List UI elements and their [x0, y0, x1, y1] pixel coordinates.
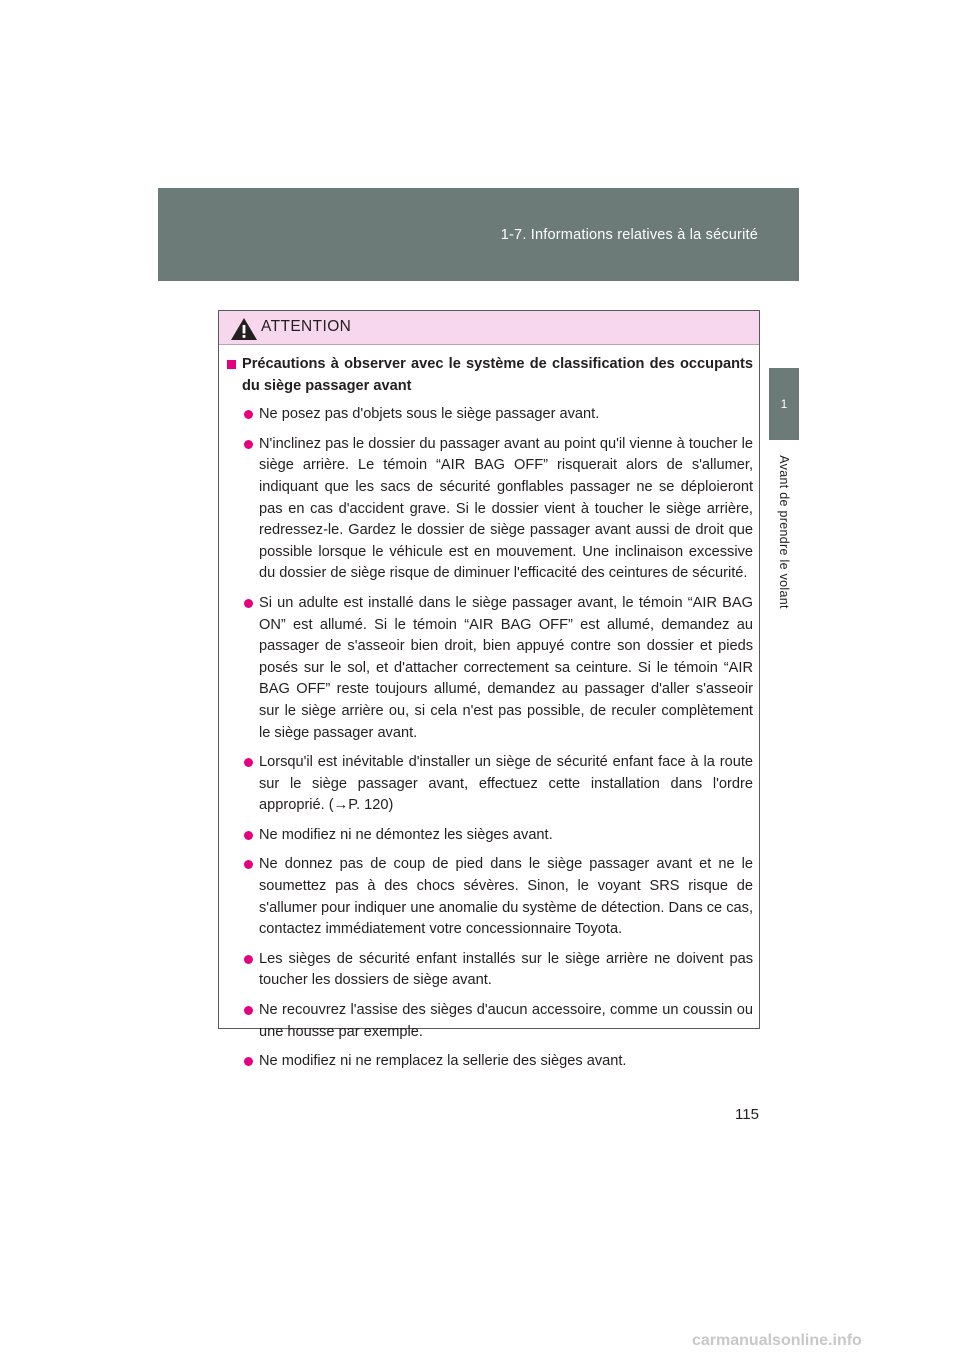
list-item-text: Ne modifiez ni ne démontez les sièges avant. [259, 826, 553, 843]
bullet-icon [244, 955, 253, 964]
list-item [244, 1000, 753, 1043]
list-item-text: Lorsqu'il est inévitable d'installer un siège de sécurité enfant face à la route sur le siège passager avant, effectuez cette installation dans l'ordre approprié. (→P. 120) [259, 754, 753, 814]
square-bullet-icon [227, 360, 236, 369]
bullet-icon [244, 860, 253, 869]
section-title: 1-7. Informations relatives à la sécurité [500, 227, 758, 243]
list-item [244, 949, 753, 992]
list-item [244, 593, 753, 744]
bullet-icon [244, 1057, 253, 1066]
warning-label: ATTENTION [261, 318, 352, 335]
bullet-icon [244, 1006, 253, 1015]
section-heading [226, 354, 753, 397]
list-item-text: Ne posez pas d'objets sous le siège passager avant. [259, 406, 600, 423]
bullet-icon [244, 440, 253, 449]
list-item-text: Les sièges de sécurité enfant installés sur le siège arrière ne doivent pas toucher les dossiers de siège avant. [259, 950, 753, 989]
chapter-number: 1 [780, 397, 788, 411]
list-item [244, 434, 753, 585]
warning-body [219, 345, 759, 1073]
page-number: 115 [735, 1106, 759, 1123]
bullet-icon [244, 599, 253, 608]
chapter-title: Avant de prendre le volant [777, 455, 791, 609]
list-item-text: Ne donnez pas de coup de pied dans le siège passager avant et ne le soumettez pas à des chocs sévères. Sinon, le voyant SRS risque de s'allumer pour indiquer une anomalie du système de détection. Dans ce cas, contactez immédiatement votre concessionnaire Toyota. [259, 856, 753, 938]
list-item-text: Ne modifiez ni ne remplacez la sellerie des sièges avant. [259, 1053, 627, 1070]
list-item-text: Si un adulte est installé dans le siège passager avant, le témoin “AIR BAG ON” est allumé. Si le témoin “AIR BAG OFF” est allumé, demandez au passager de s'asseoir bien droit, bien appuyé contre son dossier et pieds posés sur le sol, et d'attacher correctement sa ceinture. Si le témoin “AIR BAG OFF” reste toujours allumé, demandez au passager d'aller s'asseoir sur le siège arrière ou, si cela n'est pas possible, de reculer complètement le siège passager avant. [259, 594, 753, 741]
list-item-text: Ne recouvrez l'assise des sièges d'aucun accessoire, comme un coussin ou une housse par exemple. [259, 1002, 753, 1040]
section-heading-text: Précautions à observer avec le système de classification des occupants du siège passager avant [242, 356, 753, 394]
warning-triangle-icon [230, 317, 258, 341]
footer-watermark[interactable]: carmanualsonline.info [692, 1332, 862, 1349]
list-item [244, 404, 753, 426]
chapter-header-band [158, 188, 799, 281]
warning-header [219, 311, 759, 345]
list-item-text: N'inclinez pas le dossier du passager avant au point qu'il vienne à toucher le siège arrière. Le témoin “AIR BAG OFF” risquerait alors de s'allumer, indiquant que les sacs de sécurité gonflables passager ne se déploieront pas en cas d'accident grave. Si le dossier vient à toucher le siège arrière, redressez-le. Gardez le dossier de siège passager avant aussi de droit que possible lorsque le véhicule est en mouvement. Une inclinaison excessive du dossier de siège risque de diminuer l'efficacité des ceintures de sécurité. [259, 435, 753, 582]
warning-box [218, 310, 760, 1070]
bullet-icon [244, 410, 253, 419]
list-item [244, 825, 753, 847]
bullet-icon [244, 758, 253, 767]
list-item [244, 854, 753, 940]
list-item [244, 752, 753, 817]
chapter-tab [769, 368, 799, 440]
bullet-icon [244, 831, 253, 840]
list-item [244, 1051, 753, 1073]
